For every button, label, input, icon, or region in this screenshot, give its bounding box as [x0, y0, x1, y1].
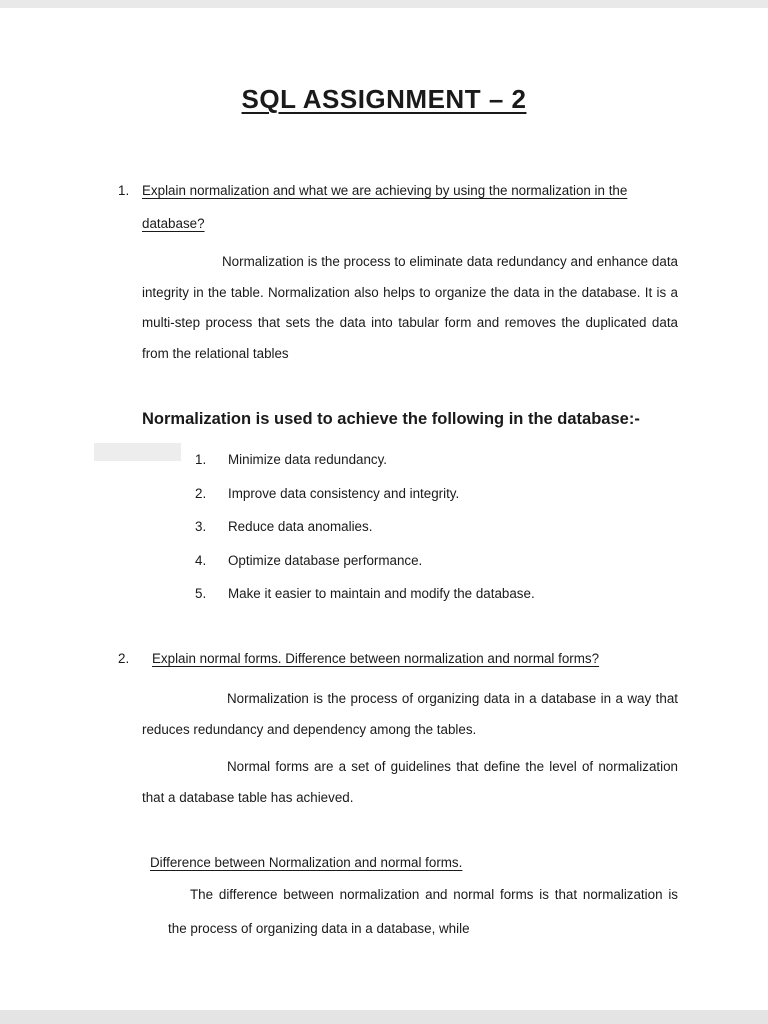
question-2-paragraph-1: Normalization is the process of organizing data in a database in a way that reduces redundancy and dependency among the tables. — [142, 691, 678, 737]
list-item — [195, 587, 678, 601]
list-item-number: 1. — [195, 452, 207, 467]
question-1-section — [118, 175, 678, 601]
question-1-text: Explain normalization and what we are achieving by using the normalization in the database? — [142, 183, 628, 231]
list-item-text: Minimize data redundancy. — [228, 452, 388, 467]
question-2-paragraph-2: Normal forms are a set of guidelines that define the level of normalization that a database table has achieved. — [142, 758, 678, 805]
question-2 — [118, 643, 678, 676]
normalization-goals-heading: Normalization is used to achieve the following in the database:- — [142, 410, 640, 428]
list-item-number: 5. — [195, 586, 207, 602]
list-item-text: Reduce data anomalies. — [228, 519, 373, 535]
list-item — [195, 554, 678, 568]
page-top-edge — [0, 0, 768, 8]
list-item-text: Improve data consistency and integrity. — [228, 485, 460, 501]
question-2-number: 2. — [118, 651, 130, 667]
question-2-section — [118, 643, 678, 945]
question-2-paragraph-3: The difference between normalization and normal forms is that normalization is the process of organizing data in a database, while — [142, 887, 678, 936]
question-2-text: Explain normal forms. Difference between normalization and normal forms? — [152, 651, 600, 667]
list-item-number: 3. — [195, 519, 207, 535]
question-1 — [118, 175, 678, 241]
list-item — [195, 453, 678, 467]
difference-heading: Difference between Normalization and normal forms. — [150, 855, 463, 871]
document-title: SQL ASSIGNMENT – 2 — [241, 84, 527, 114]
list-item — [195, 520, 678, 534]
question-1-answer: Normalization is the process to eliminate data redundancy and enhance data integrity in the table. Normalization also helps to organize the data in the database. It is a multi-step process that sets the data into tabular form and removes the duplicated data from the relational tables — [142, 253, 678, 362]
list-item — [195, 487, 678, 501]
page-bottom-edge — [0, 1010, 768, 1024]
list-item-number: 2. — [195, 485, 207, 501]
list-item-number: 4. — [195, 552, 207, 568]
list-item-text: Optimize database performance. — [228, 552, 423, 568]
normalization-goals-list — [195, 453, 678, 601]
list-item-text: Make it easier to maintain and modify the database. — [228, 586, 535, 602]
document-content — [0, 175, 768, 946]
question-1-number: 1. — [118, 183, 130, 198]
highlight-artifact — [94, 443, 181, 461]
